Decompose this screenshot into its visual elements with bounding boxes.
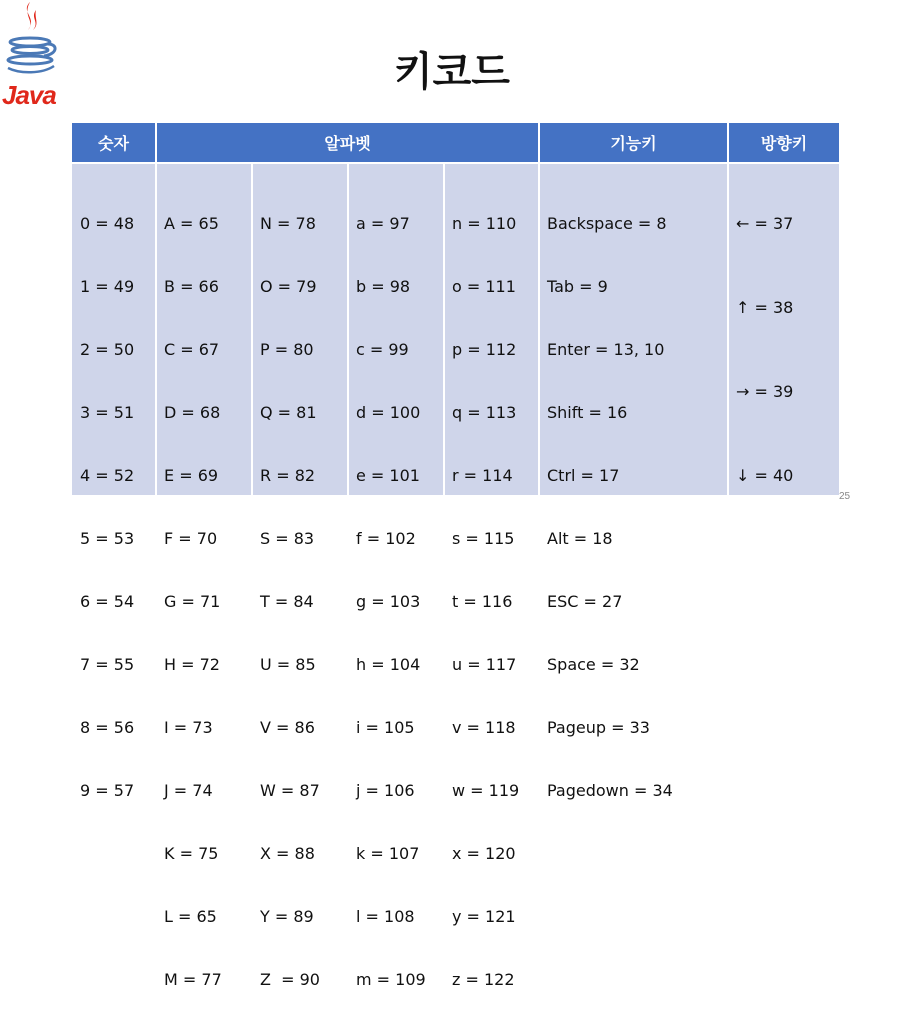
- list-item: Shift = 16: [547, 403, 628, 422]
- list-item: Q = 81: [260, 403, 317, 422]
- list-item: T = 84: [260, 592, 314, 611]
- list-item: k = 107: [356, 844, 420, 863]
- list-item: o = 111: [452, 277, 516, 296]
- upper2-list: [260, 171, 320, 1024]
- arrow-keys-list: [736, 171, 793, 549]
- list-item: 9 = 57: [80, 781, 135, 800]
- list-item: P = 80: [260, 340, 314, 359]
- list-item: A = 65: [164, 214, 219, 233]
- list-item: y = 121: [452, 907, 516, 926]
- lower2-list: [452, 171, 519, 1024]
- list-item: Backspace = 8: [547, 214, 667, 233]
- header-alphabet: 알파벳: [157, 123, 538, 162]
- list-item: l = 108: [356, 907, 415, 926]
- list-item: b = 98: [356, 277, 411, 296]
- list-item: e = 101: [356, 466, 420, 485]
- list-item: i = 105: [356, 718, 415, 737]
- list-item: 0 = 48: [80, 214, 135, 233]
- list-item: I = 73: [164, 718, 213, 737]
- list-item: a = 97: [356, 214, 410, 233]
- list-item: R = 82: [260, 466, 316, 485]
- list-item: Enter = 13, 10: [547, 340, 665, 359]
- list-item: m = 109: [356, 970, 426, 989]
- list-item: H = 72: [164, 655, 220, 674]
- list-item: Pageup = 33: [547, 718, 650, 737]
- list-item: J = 74: [164, 781, 213, 800]
- list-item: N = 78: [260, 214, 316, 233]
- list-item: S = 83: [260, 529, 315, 548]
- list-item: 1 = 49: [80, 277, 135, 296]
- list-item: h = 104: [356, 655, 421, 674]
- list-item: q = 113: [452, 403, 517, 422]
- list-item: n = 110: [452, 214, 517, 233]
- header-arrow: 방향키: [729, 123, 839, 162]
- list-item: D = 68: [164, 403, 221, 422]
- digits-list: [80, 171, 134, 843]
- list-item: p = 112: [452, 340, 517, 359]
- list-item: C = 67: [164, 340, 220, 359]
- list-item: ↓ = 40: [736, 466, 794, 485]
- list-item: w = 119: [452, 781, 520, 800]
- list-item: K = 75: [164, 844, 219, 863]
- list-item: Pagedown = 34: [547, 781, 673, 800]
- list-item: ESC = 27: [547, 592, 623, 611]
- list-item: x = 120: [452, 844, 516, 863]
- list-item: G = 71: [164, 592, 221, 611]
- list-item: ↑ = 38: [736, 298, 794, 317]
- list-item: 6 = 54: [80, 592, 135, 611]
- list-item: j = 106: [356, 781, 415, 800]
- list-item: 5 = 53: [80, 529, 135, 548]
- list-item: W = 87: [260, 781, 320, 800]
- list-item: Ctrl = 17: [547, 466, 620, 485]
- page-number: 25: [839, 491, 851, 502]
- page-title: 키코드: [394, 49, 510, 95]
- list-item: u = 117: [452, 655, 517, 674]
- list-item: f = 102: [356, 529, 416, 548]
- header-function: 기능키: [540, 123, 727, 162]
- list-item: s = 115: [452, 529, 515, 548]
- list-item: 8 = 56: [80, 718, 135, 737]
- list-item: Y = 89: [260, 907, 314, 926]
- list-item: g = 103: [356, 592, 421, 611]
- list-item: v = 118: [452, 718, 516, 737]
- list-item: U = 85: [260, 655, 316, 674]
- list-item: Space = 32: [547, 655, 640, 674]
- list-item: L = 65: [164, 907, 217, 926]
- list-item: V = 86: [260, 718, 315, 737]
- list-item: 2 = 50: [80, 340, 135, 359]
- list-item: E = 69: [164, 466, 219, 485]
- list-item: Alt = 18: [547, 529, 613, 548]
- list-item: Z = 90: [260, 970, 320, 989]
- list-item: O = 79: [260, 277, 317, 296]
- function-keys-list: [547, 171, 673, 843]
- header-digits: 숫자: [72, 123, 155, 162]
- list-item: ← = 37: [736, 214, 794, 233]
- list-item: F = 70: [164, 529, 218, 548]
- list-item: B = 66: [164, 277, 219, 296]
- list-item: 4 = 52: [80, 466, 135, 485]
- list-item: → = 39: [736, 382, 794, 401]
- logo-text: Java: [2, 80, 56, 110]
- list-item: z = 122: [452, 970, 515, 989]
- list-item: c = 99: [356, 340, 409, 359]
- lower1-list: [356, 171, 426, 1024]
- list-item: d = 100: [356, 403, 421, 422]
- upper1-list: [164, 171, 222, 1024]
- list-item: X = 88: [260, 844, 315, 863]
- list-item: r = 114: [452, 466, 513, 485]
- list-item: 3 = 51: [80, 403, 135, 422]
- list-item: M = 77: [164, 970, 222, 989]
- list-item: Tab = 9: [547, 277, 608, 296]
- list-item: t = 116: [452, 592, 513, 611]
- list-item: 7 = 55: [80, 655, 135, 674]
